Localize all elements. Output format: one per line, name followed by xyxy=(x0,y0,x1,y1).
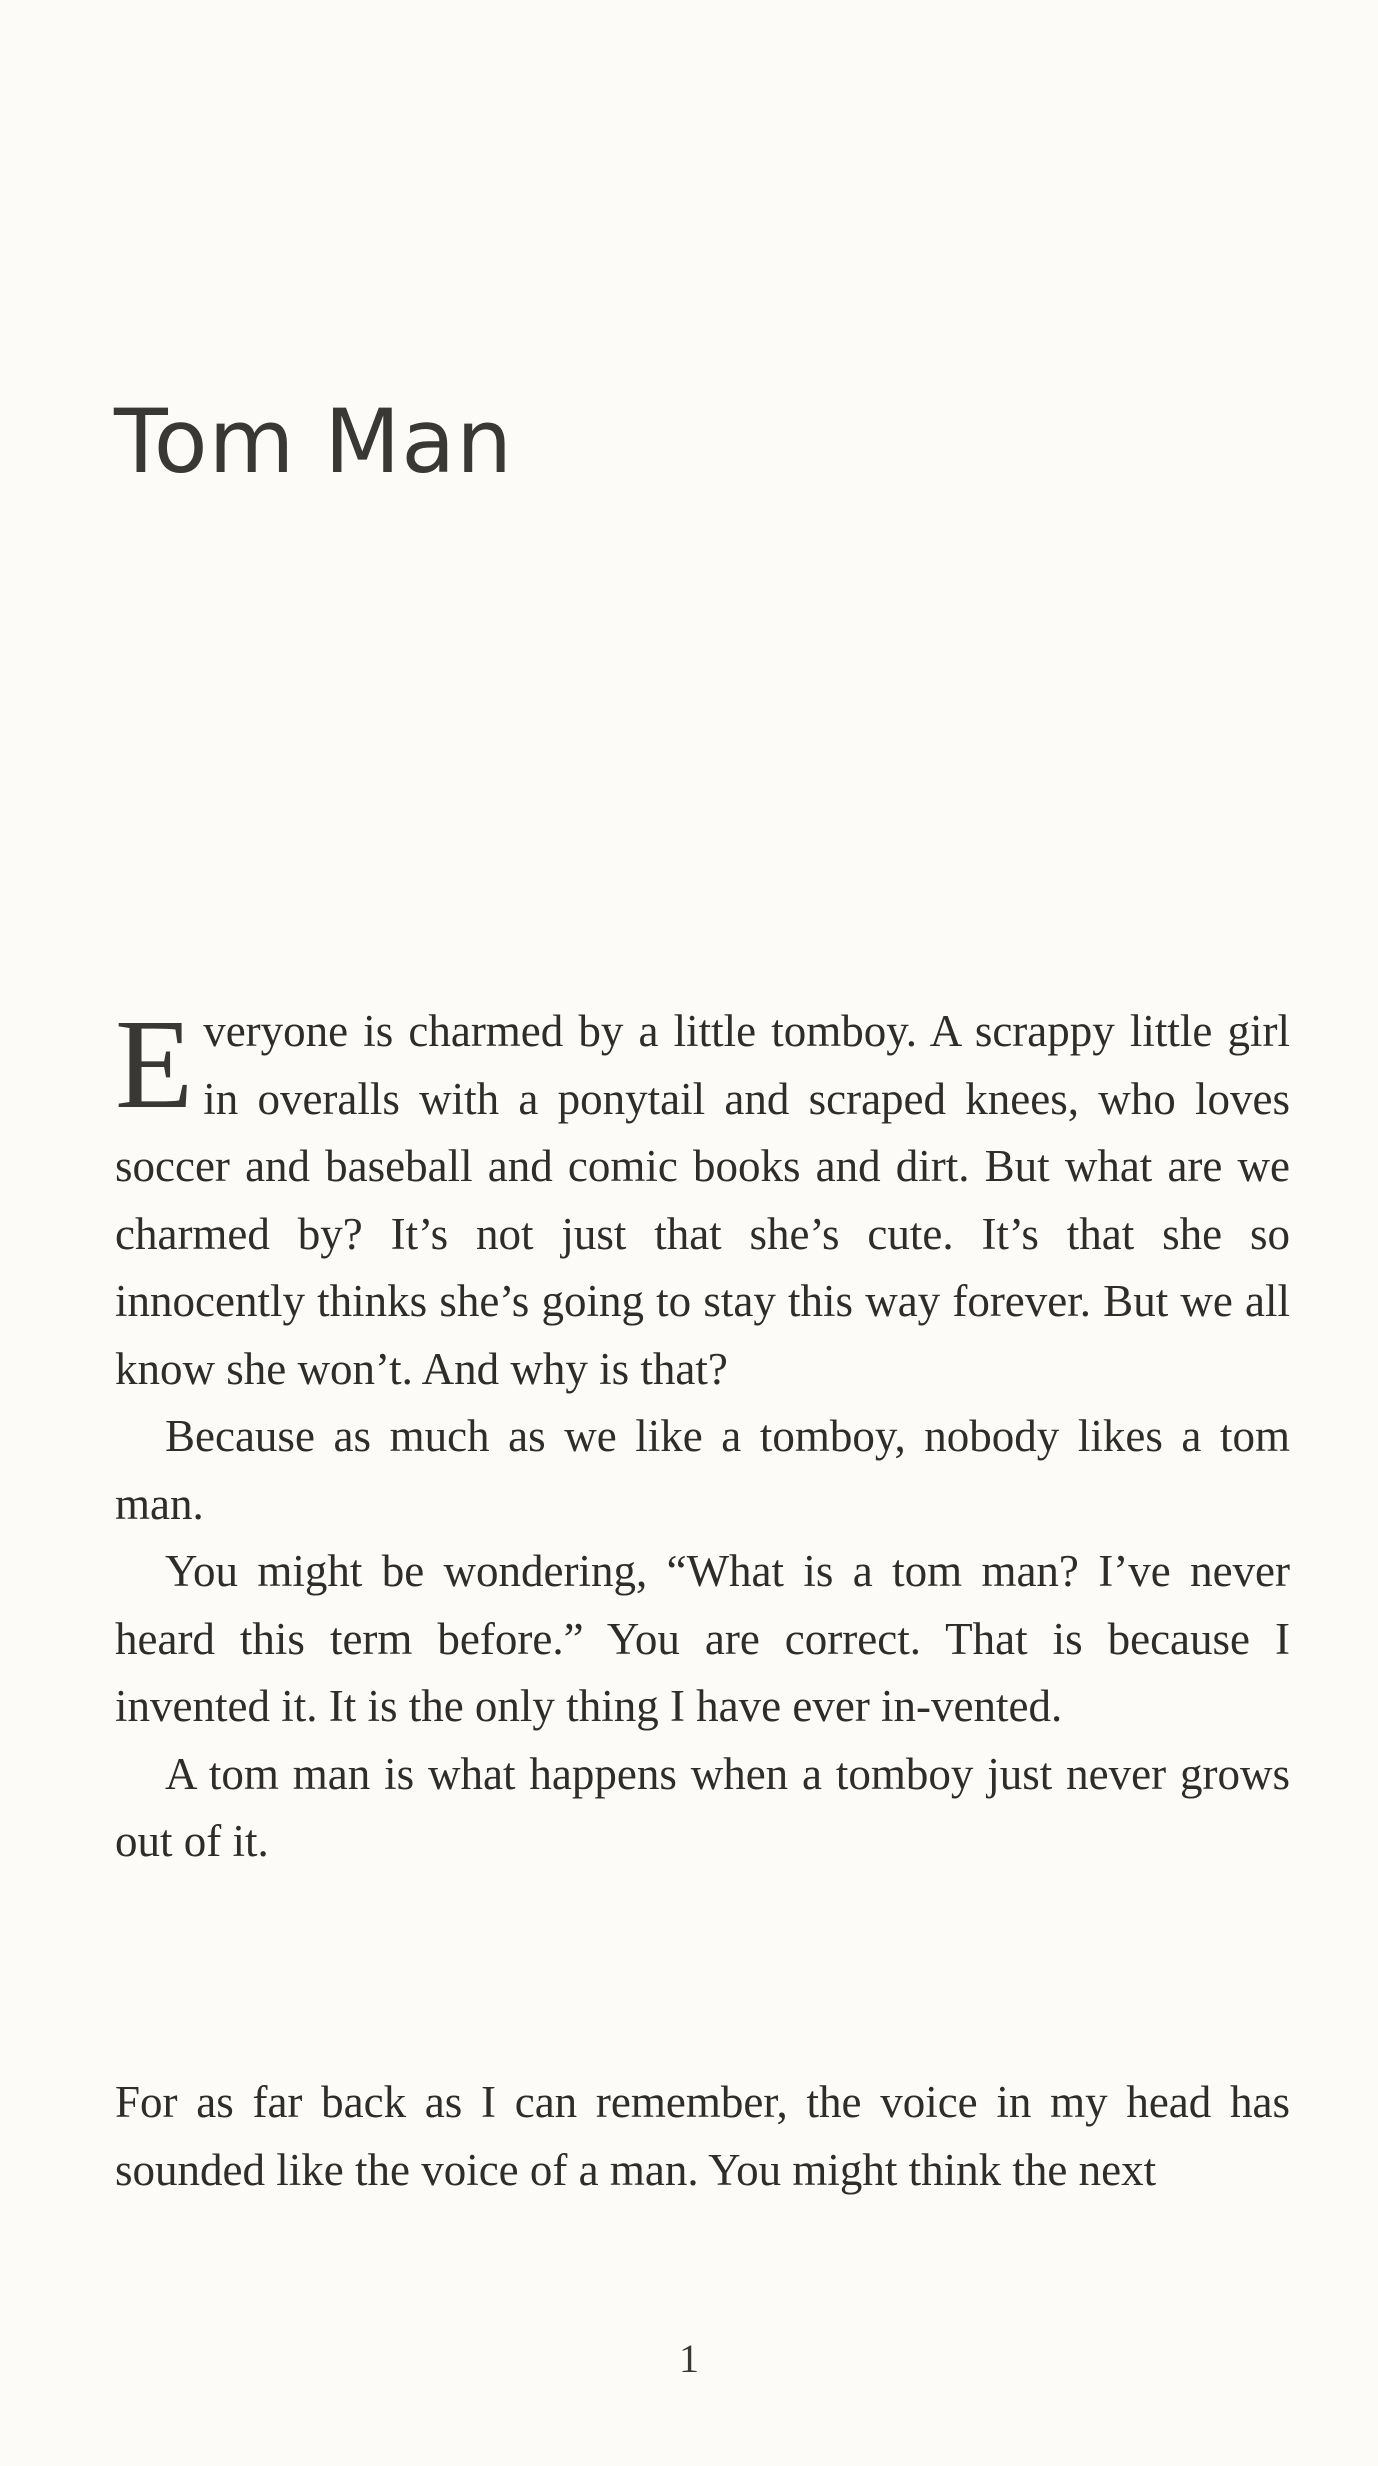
paragraph-3: You might be wondering, “What is a tom man? I’ve never heard this term before.” You are correct. That is because I invented it. It is the only thing I have ever in-vented. xyxy=(115,1546,1290,1731)
drop-cap: E xyxy=(115,993,194,1135)
paragraph-1-text: veryone is charmed by a little tomboy. A scrappy little girl in overalls with a ponytail and scraped knees, who loves soccer and baseball and comic books and dirt. But what are we charmed by? It’s not just that she’s cute. It’s that she so innocently thinks she’s going to stay this way forever. But we all know she won’t. And why is that? xyxy=(115,1006,1290,1394)
opening-section xyxy=(115,993,1290,1876)
page-number: 1 xyxy=(679,2336,699,2381)
chapter-title: Tom Man xyxy=(114,390,513,493)
paragraph-4: A tom man is what happens when a tomboy just never grows out of it. xyxy=(115,1748,1290,1866)
paragraph-1 xyxy=(115,993,1290,1403)
paragraph-2: Because as much as we like a tomboy, nobody likes a tom man. xyxy=(115,1411,1290,1529)
paragraph-5: For as far back as I can remember, the voice in my head has sounded like the voice of a man. You might think the next xyxy=(115,2077,1290,2195)
second-section xyxy=(115,2069,1290,2204)
